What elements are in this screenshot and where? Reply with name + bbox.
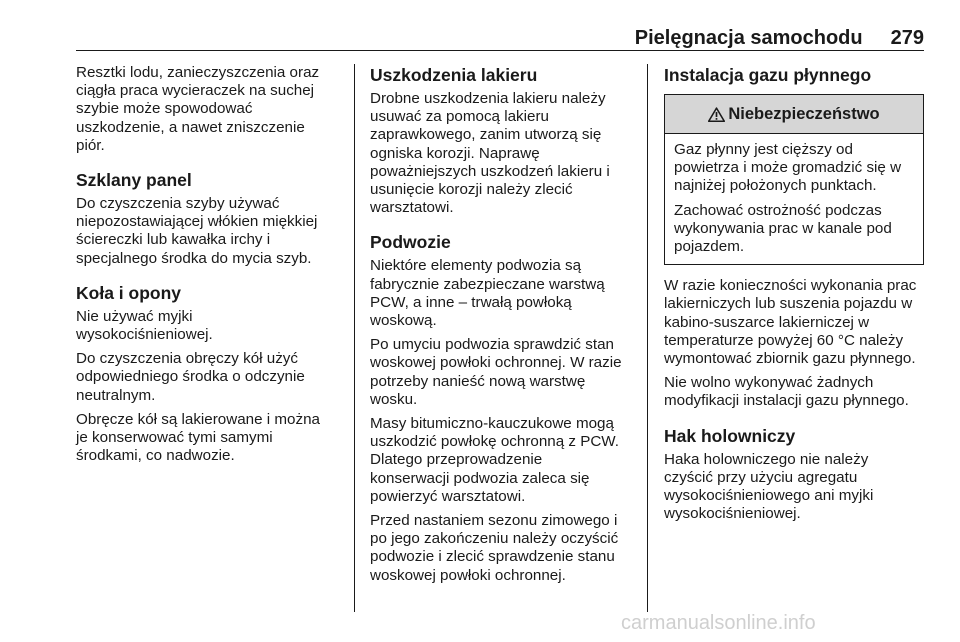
- heading-glass-panel: Szklany panel: [76, 170, 192, 191]
- paragraph-paint-drying-tank: W razie konieczności wykonania prac lakierniczych lub suszenia pojazdu w kabino-suszarce lakierniczej w temperaturze powyżej 60 °C należy wymontować zbiornik gazu płynnego.: [664, 277, 917, 368]
- paragraph-rim-paint: Obręcze kół są lakierowane i można je konserwować tymi samymi środkami, co nadwozie.: [76, 410, 320, 465]
- warning-body: [665, 134, 923, 264]
- column-2: [370, 64, 638, 591]
- column-3: [664, 64, 932, 529]
- warning-paragraph-gas-heavier: Gaz płynny jest cięższy od powietrza i może gromadzić się w najniżej położonych punktach.: [674, 141, 902, 195]
- paragraph-rim-cleaning: Do czyszczenia obręczy kół użyć odpowiedniego środka o odczynie neutralnym.: [76, 350, 305, 404]
- paragraph-glass-cleaning: Do czyszczenia szyby używać niepozostawiającej włókien miękkiej ściereczki lub kawałka irchy i specjalnego środka do mycia szyb.: [76, 195, 318, 267]
- column-divider-1: [354, 64, 355, 612]
- paragraph-underbody-check: Po umyciu podwozia sprawdzić stan woskowej powłoki ochronnej. W razie potrzeby nanieść nową warstwę wosku.: [370, 336, 622, 408]
- page-number: 279: [890, 27, 924, 49]
- watermark: carmanualsonline.info: [621, 612, 816, 634]
- warning-paragraph-caution-pit: Zachować ostrożność podczas wykonywania prac w kanale pod pojazdem.: [674, 201, 892, 256]
- header-rule: [76, 50, 924, 51]
- paragraph-tow-hitch-cleaning: Haka holowniczego nie należy czyścić przy użyciu agregatu wysokociśnieniowego ani myjki wysokociśnieniowej.: [664, 450, 874, 523]
- heading-paint-damage: Uszkodzenia lakieru: [370, 65, 538, 85]
- paragraph-underbody-protection: Niektóre elementy podwozia są fabrycznie zabezpieczane warstwą PCW, a inne – trwałą powłoką woskową.: [370, 257, 605, 330]
- paragraph-paint-repair: Drobne uszkodzenia lakieru należy usuwać za pomocą lakieru zaprawkowego, zanim utworzą się ogniska korozji. Naprawę poważniejszych uszkodzeń lakieru i usunięcie korozji należy zlecić warsztatowi.: [370, 90, 610, 217]
- page-title: Pielęgnacja samochodu: [634, 27, 863, 49]
- heading-underbody: Podwozie: [370, 232, 451, 253]
- paragraph-no-pressure-washer: Nie używać myjki wysokociśnieniowej.: [76, 307, 213, 344]
- paragraph-wiper-note: Resztki lodu, zanieczyszczenia oraz ciągła praca wycieraczek na suchej szybie może spowodować uszkodzenie, a nawet zniszczenie piór.: [76, 64, 320, 154]
- column-1: [76, 64, 344, 471]
- danger-warning-box: [664, 94, 924, 265]
- warning-triangle-icon: [708, 107, 725, 122]
- heading-tow-hitch: Hak holowniczy: [664, 425, 796, 446]
- heading-wheels-tyres: Koła i opony: [76, 282, 181, 303]
- page-header: [76, 27, 924, 51]
- warning-title: Niebezpieczeństwo: [728, 104, 880, 123]
- warning-header: [665, 95, 923, 134]
- column-divider-2: [647, 64, 648, 612]
- heading-lpg-system: Instalacja gazu płynnego: [664, 65, 872, 85]
- paragraph-winter-cleaning: Przed nastaniem sezonu zimowego i po jego zakończeniu należy oczyścić podwozie i zlecić sprawdzenie stanu woskowej powłoki ochronnej.: [370, 512, 619, 584]
- paragraph-bitumen-compounds: Masy bitumiczno-kauczukowe mogą uszkodzić powłokę ochronną z PCW. Dlatego przeprowadzenie konserwacji podwozia zaleca się powierzyć warsztatowi.: [370, 415, 620, 505]
- paragraph-no-modifications: Nie wolno wykonywać żadnych modyfikacji instalacji gazu płynnego.: [664, 374, 909, 410]
